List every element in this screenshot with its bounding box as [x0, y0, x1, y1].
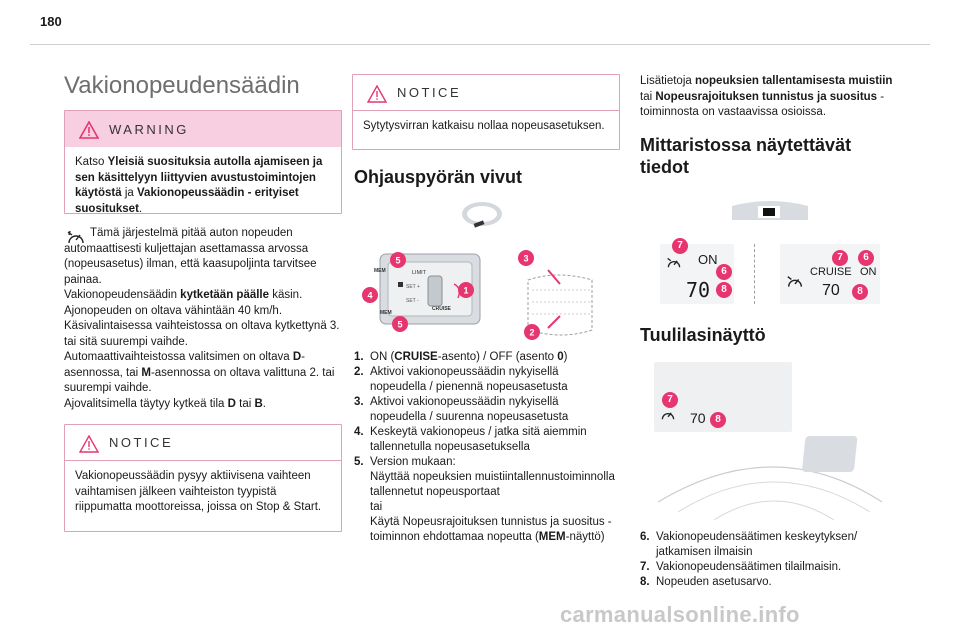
cluster-speed: 70 — [822, 282, 840, 299]
callout-6: 6 — [858, 250, 874, 266]
cluster-divider — [754, 244, 755, 304]
cruise-control-icon — [786, 274, 804, 292]
notice-label: NOTICE — [353, 75, 619, 111]
notice-box-middle — [352, 74, 620, 150]
callout-2 — [524, 324, 540, 340]
notice-text: Sytytysvirran katkaisu nollaa nopeusasetuksen. — [363, 120, 605, 132]
svg-text:4: 4 — [367, 290, 373, 301]
list-item: 6. Vakionopeudensäätimen keskeytyksen/ jatkamisen ilmaisin — [640, 531, 858, 558]
stalk-set-plus-label: SET + — [406, 284, 420, 290]
callout-7: 7 — [662, 392, 678, 408]
hud-speed: 70 — [690, 410, 706, 426]
cluster-display-b — [780, 244, 880, 304]
section-heading-cluster: Mittaristossa näytettävät tiedot — [640, 135, 852, 177]
footer-watermark: carmanualsonline.info — [560, 602, 800, 627]
cluster-status-on: ON — [860, 266, 877, 278]
dashboard-hud-illustration — [654, 432, 886, 524]
section-heading-levers: Ohjauspyörän vivut — [354, 167, 523, 187]
display-legend-list — [640, 530, 902, 590]
cruise-control-icon — [660, 408, 676, 424]
stalk-mem-label-top: MEM — [374, 268, 386, 274]
hud-display — [654, 362, 792, 432]
notice-triangle-icon — [79, 435, 99, 453]
header-divider — [30, 44, 930, 45]
intro-text: Tämä järjestelmä pitää auton nopeuden automaattisesti kuljettajan asettamassa arvossa (nopeusasetus) ilman, että kaasupoljinta tarvitsee painaa. Vakionopeudensäädin kytketään päälle käsin. Ajonopeuden on oltava vähintään 40 km/h. Käsivalintaisessa vaihteistossa on oltava kytkettynä 3. tai sitä suurempi vaihde. Automaattivaihteistossa valitsimen on oltava D-asennossa, tai M-asennossa on oltava valittuna 2. tai suurempi vaihde. Ajovalitsimella täytyy kytkeä tila D tai B. — [64, 227, 340, 410]
list-item: 2. Aktivoi vakionopeussäädin nykyisellä nopeudella / pienennä nopeusasetusta — [354, 366, 568, 393]
cluster-status-cruise: CRUISE — [810, 266, 852, 278]
svg-text:3: 3 — [523, 253, 529, 264]
cluster-speed: 70 — [686, 278, 711, 302]
warning-text: Katso Yleisiä suosituksia autolla ajamiseen ja sen käsittelyyn liittyvien avustustoimintojen käytöstä ja Vakionopeussäädin - erityiset suositukset. — [75, 156, 323, 215]
callout-3 — [518, 250, 534, 266]
notice-triangle-icon — [367, 85, 387, 103]
warning-label: WARNING — [65, 111, 341, 147]
callout-7: 7 — [832, 250, 848, 266]
cluster-display-a — [660, 240, 734, 304]
right-intro-text: Lisätietoja nopeuksien tallentamisesta muistiin tai Nopeusrajoituksen tunnistus ja suositus -toiminnosta on vastaavissa osioissa. — [640, 75, 893, 118]
callout-8: 8 — [710, 412, 726, 428]
callout-8: 8 — [716, 282, 732, 298]
list-item: 8. Nopeuden asetusarvo. — [640, 576, 772, 588]
list-item: 1. ON (CRUISE-asento) / OFF (asento 0) — [354, 351, 568, 363]
svg-text:5: 5 — [397, 319, 403, 330]
callout-5-bottom — [392, 316, 408, 332]
callout-8: 8 — [852, 284, 868, 300]
cluster-status-on: ON — [698, 252, 718, 267]
warning-triangle-icon — [79, 121, 99, 139]
list-item: 5. Version mukaan: Näyttää nopeuksien muistiintallennustoiminnolla tallennetut nopeusportaat tai Käytä Nopeusrajoituksen tunnistus ja suositus -toiminnon ehdottamaa nopeutta (MEM-näyttö) — [354, 456, 615, 543]
callout-6: 6 — [716, 264, 732, 280]
cruise-control-icon — [666, 256, 682, 272]
callout-1 — [458, 282, 474, 298]
notice-label: NOTICE — [65, 425, 341, 461]
svg-text:1: 1 — [463, 285, 469, 296]
page-number: 180 — [40, 14, 62, 29]
section-heading-hud: Tuulilasinäyttö — [640, 325, 766, 345]
callout-7: 7 — [672, 238, 688, 254]
callout-5-top — [390, 252, 406, 268]
stalk-limit-label: LIMIT — [412, 270, 427, 276]
notice-box-left — [64, 424, 342, 532]
steering-wheel-icon — [460, 200, 508, 232]
svg-text:5: 5 — [395, 255, 401, 266]
warning-box — [64, 110, 342, 214]
page-title: Vakionopeudensäädin — [64, 72, 300, 99]
callout-4 — [362, 287, 378, 303]
lever-functions-list — [354, 350, 616, 545]
stalk-mem-label-bottom: MEM — [380, 310, 392, 316]
stalk-set-minus-label: SET - — [406, 298, 419, 304]
notice-text: Vakionopeussäädin pysyy aktiivisena vaihteen vaihtamisen jälkeen vaihteiston tyypistä riippumatta moottoreissa, joissa on Stop & Start. — [75, 470, 322, 513]
list-item: 7. Vakionopeudensäätimen tilailmaisin. — [640, 561, 842, 573]
list-item: 3. Aktivoi vakionopeussäädin nykyisellä nopeudella / suurenna nopeusasetusta — [354, 396, 569, 423]
stalk-cruise-label: CRUISE — [432, 306, 451, 312]
svg-text:2: 2 — [529, 327, 535, 338]
instrument-cluster-icon — [728, 196, 812, 224]
cruise-lever-illustration — [360, 240, 610, 340]
list-item: 4. Keskeytä vakionopeus / jatka sitä aiemmin tallennetulla nopeusasetuksella — [354, 426, 587, 453]
